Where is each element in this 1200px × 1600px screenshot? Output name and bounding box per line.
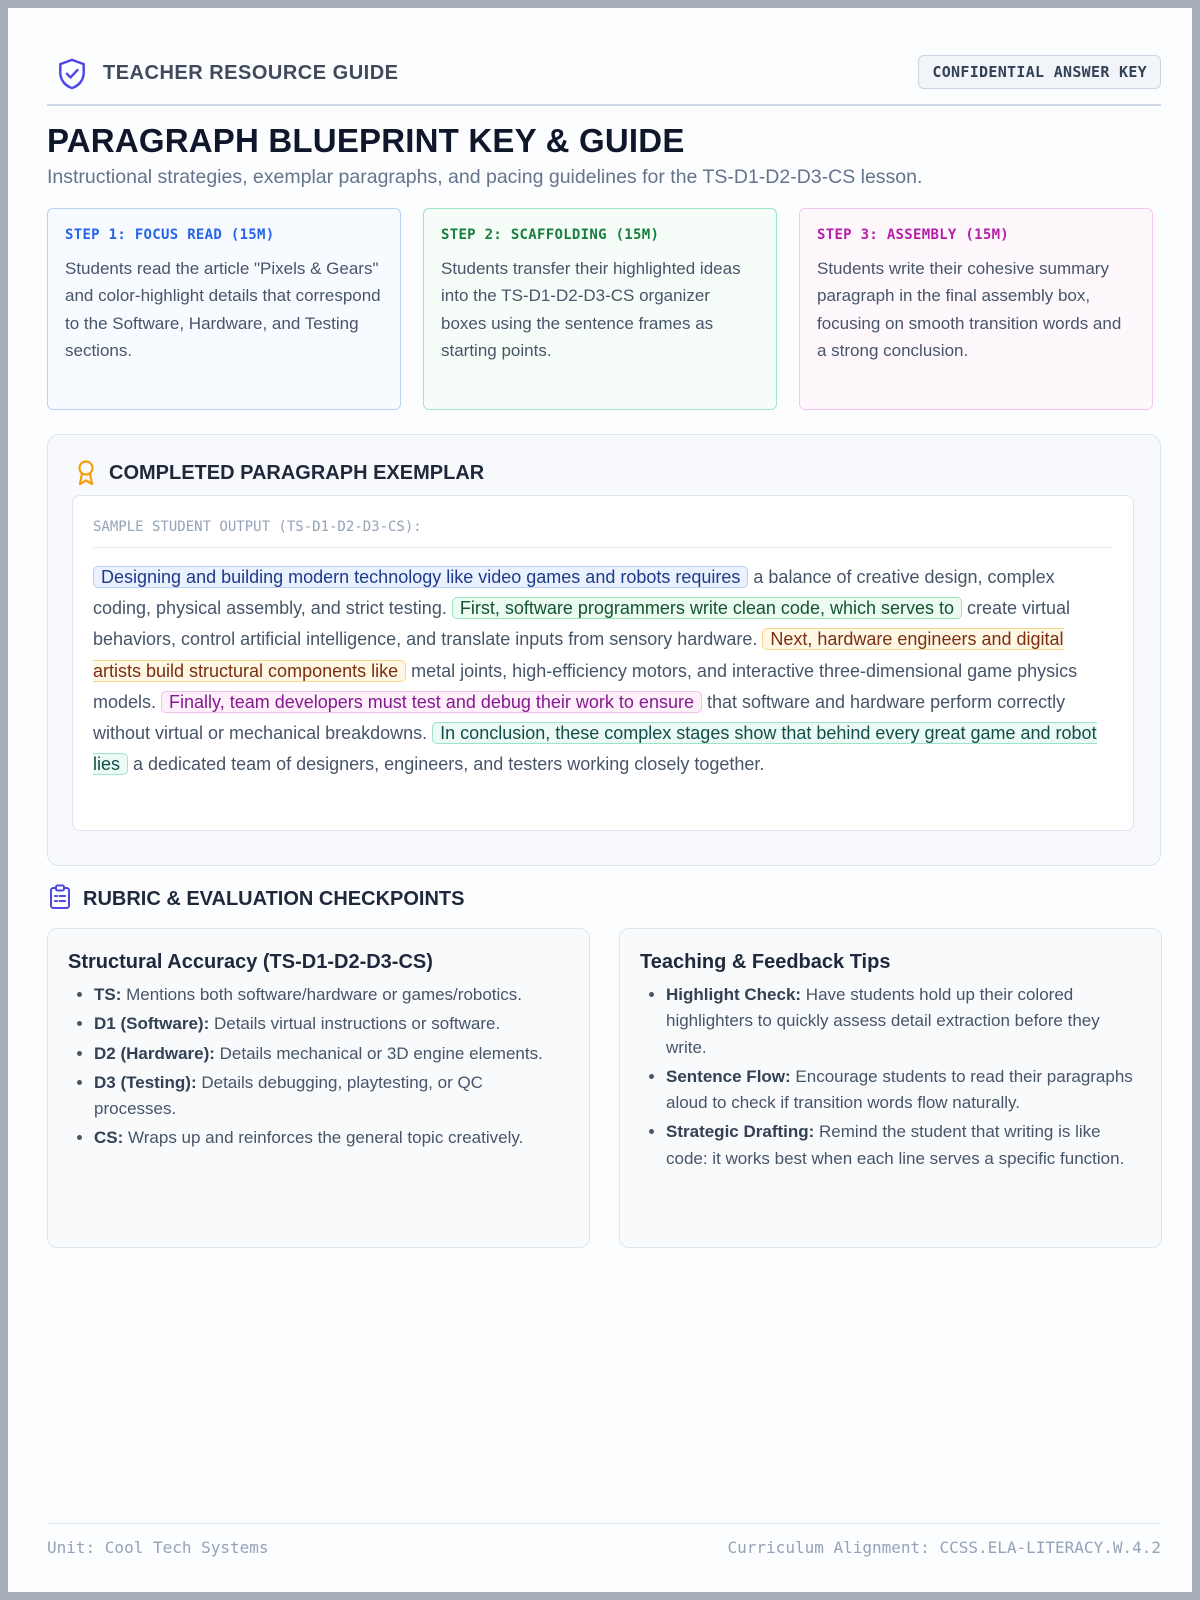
term: TS:	[94, 985, 122, 1004]
term: Strategic Drafting:	[666, 1122, 815, 1142]
concluding-sentence-highlight: In conclusion, these complex stages show that behind every great game and robot lies	[93, 723, 1097, 775]
step-card-1	[47, 208, 401, 410]
description: Details debugging, playtesting, or QC processes.	[94, 1072, 483, 1119]
page-header	[47, 48, 1161, 106]
paragraph-text: a dedicated team of designers, engineers, and testers working closely together.	[128, 754, 765, 775]
list-item	[94, 1041, 569, 1067]
description: Mentions both software/hardware or games/robotics.	[121, 985, 523, 1004]
step-card-2	[423, 208, 777, 410]
header-label: TEACHER RESOURCE GUIDE	[103, 62, 399, 84]
topic-sentence-highlight: Designing and building modern technology like video games and robots requires	[93, 566, 748, 588]
description: Have students hold up their colored highlighters to quickly assess detail extraction before they write.	[666, 985, 1100, 1057]
step-heading: STEP 3: ASSEMBLY (15M)	[817, 227, 1010, 243]
unit-label: Unit: Cool Tech Systems	[47, 1538, 269, 1557]
description: Details mechanical or 3D engine elements.	[214, 1043, 543, 1063]
page-footer	[47, 1523, 1161, 1557]
page-subtitle: Instructional strategies, exemplar paragraphs, and pacing guidelines for the TS-D1-D2-D3-CS lesson.	[47, 166, 923, 188]
rubric-title: RUBRIC & EVALUATION CHECKPOINTS	[83, 888, 465, 910]
list-item	[666, 1119, 1141, 1172]
shield-check-icon	[57, 58, 87, 90]
list-item	[94, 1070, 569, 1123]
step-text: Students write their cohesive summary paragraph in the final assembly box, focusing on smooth transition words and a strong conclusion.	[817, 259, 1122, 360]
term: Highlight Check:	[666, 985, 802, 1004]
exemplar-box	[72, 495, 1134, 831]
paragraph-text: metal joints, high-efficiency motors, and interactive three-dimensional game physics models.	[93, 660, 1078, 712]
curriculum-alignment: Curriculum Alignment: CCSS.ELA-LITERACY.W.4.2	[727, 1538, 1161, 1557]
list-item	[94, 982, 569, 1008]
paragraph-text: a balance of creative design, complex coding, physical assembly, and strict testing.	[93, 567, 1055, 619]
exemplar-section	[47, 434, 1161, 866]
description: Encourage students to read their paragraphs aloud to check if transition words flow naturally.	[666, 1066, 1133, 1113]
paragraph-text: create virtual behaviors, control artificial intelligence, and translate inputs from sensory hardware.	[93, 598, 1071, 650]
clipboard-icon	[49, 884, 71, 910]
resource-page	[8, 8, 1192, 1592]
detail-1-highlight: First, software programmers write clean code, which serves to	[452, 597, 962, 619]
criteria-list	[68, 982, 569, 1152]
structural-accuracy-card	[47, 928, 590, 1248]
step-text: Students transfer their highlighted ideas into the TS-D1-D2-D3-CS organizer boxes using the sentence frames as starting points.	[441, 259, 741, 360]
confidential-badge: CONFIDENTIAL ANSWER KEY	[918, 55, 1161, 89]
tips-list	[640, 982, 1141, 1172]
detail-3-highlight: Finally, team developers must test and debug their work to ensure	[161, 691, 702, 713]
description: Details virtual instructions or software.	[209, 1014, 501, 1034]
card-heading: Structural Accuracy (TS-D1-D2-D3-CS)	[68, 951, 433, 973]
step-text: Students read the article "Pixels & Gears" and color-highlight details that correspond to the Software, Hardware, and Testing sections.	[65, 259, 381, 360]
term: D3 (Testing):	[94, 1072, 197, 1092]
list-item	[666, 1064, 1141, 1117]
paragraph-text: that software and hardware perform correctly without virtual or mechanical breakdowns.	[93, 691, 1066, 744]
term: Sentence Flow:	[666, 1066, 791, 1086]
term: CS:	[94, 1128, 124, 1148]
step-card-3	[799, 208, 1153, 410]
term: D2 (Hardware):	[94, 1043, 215, 1063]
detail-2-highlight: Next, hardware engineers and digital artists build structural components like	[93, 629, 1064, 681]
page-title: PARAGRAPH BLUEPRINT KEY & GUIDE	[47, 122, 685, 159]
description: Wraps up and reinforces the general topic creatively.	[123, 1128, 524, 1148]
list-item	[94, 1125, 569, 1151]
teaching-tips-card	[619, 928, 1162, 1248]
term: D1 (Software):	[94, 1014, 210, 1034]
step-heading: STEP 2: SCAFFOLDING (15M)	[441, 227, 660, 243]
list-item	[666, 982, 1141, 1061]
description: Remind the student that writing is like code: it works best when each line serves a specific function.	[666, 1122, 1125, 1168]
sample-output-label: SAMPLE STUDENT OUTPUT (TS-D1-D2-D3-CS):	[93, 496, 1113, 548]
exemplar-paragraph	[93, 562, 1113, 780]
award-ribbon-icon	[74, 459, 98, 487]
exemplar-title: COMPLETED PARAGRAPH EXEMPLAR	[109, 462, 485, 484]
list-item	[94, 1011, 569, 1037]
card-heading: Teaching & Feedback Tips	[640, 951, 891, 973]
step-heading: STEP 1: FOCUS READ (15M)	[65, 227, 275, 243]
